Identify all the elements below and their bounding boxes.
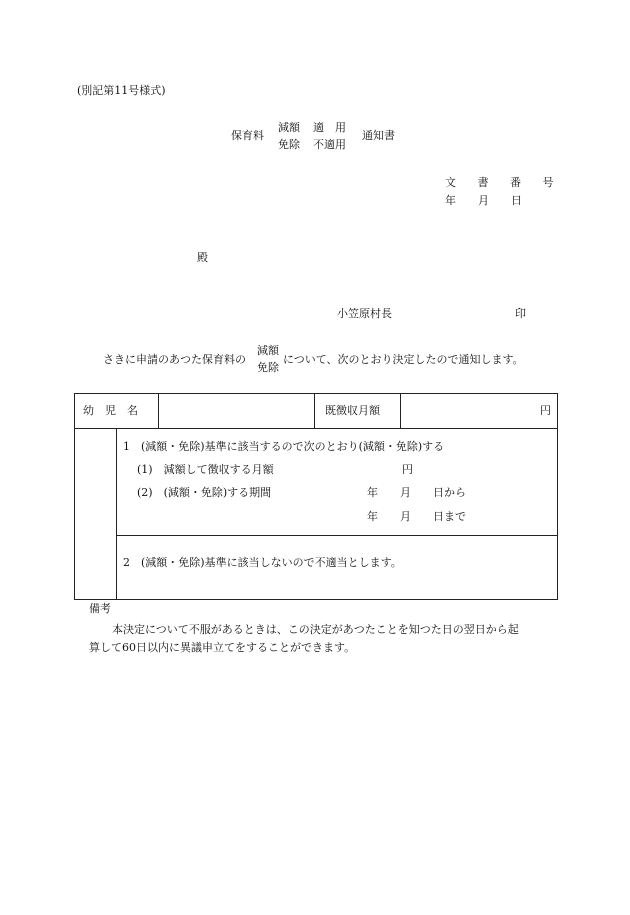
table-item-divider <box>116 535 557 536</box>
title-suffix: 通知書 <box>362 129 395 142</box>
intro-before: さきに申請のあつた保育料の <box>103 353 246 366</box>
table-col-divider-2 <box>314 394 315 428</box>
child-name-label: 幼 児 名 <box>83 404 138 417</box>
sub-item-2-label: (2) (減額・免除)する期間 <box>137 486 272 499</box>
document-date: 年 月 日 <box>445 194 522 207</box>
title-option-not-applicable: 不適用 <box>313 138 346 151</box>
intro-option-reduction: 減額 <box>257 344 279 357</box>
table-col-divider-3 <box>400 394 401 428</box>
period-from: 年 月 日から <box>367 486 466 499</box>
sub-item-1-label: (1) 減額して徴収する月額 <box>137 463 274 476</box>
form-label: (別記第11号様式) <box>77 84 166 97</box>
title-option-applicable: 適 用 <box>313 121 346 134</box>
issuer-title: 小笠原村長 <box>337 307 392 320</box>
item-2-text: 2 (減額・免除)基準に該当しないので不適当とします。 <box>123 556 402 569</box>
table-left-gutter <box>116 428 117 599</box>
recipient-suffix: 殿 <box>197 251 208 264</box>
paid-amount-label: 既徴収月額 <box>325 404 380 417</box>
title-option-reduction: 減額 <box>278 121 300 134</box>
item-1-text: 1 (減額・免除)基準に該当するので次のとおり(減額・免除)する <box>123 440 445 453</box>
intro-option-exemption: 免除 <box>257 361 279 374</box>
title-prefix: 保育料 <box>231 129 264 142</box>
period-to: 年 月 日まで <box>367 510 466 523</box>
title-option-exemption: 免除 <box>278 138 300 151</box>
intro-after: について、次のとおり決定したので通知します。 <box>283 353 524 366</box>
sub-item-1-unit: 円 <box>402 463 413 476</box>
remarks-line-2: 算して60日以内に異議申立てをすることができます。 <box>89 641 356 654</box>
document-number-label: 文 書 番 号 <box>445 176 563 189</box>
seal-mark: 印 <box>515 307 526 320</box>
remarks-line-1: 本決定について不服があるときは、この決定があつたことを知つた日の翌日から起 <box>112 623 519 636</box>
remarks-label: 備考 <box>89 602 111 615</box>
table-header-divider <box>75 428 557 429</box>
table-col-divider-1 <box>158 394 159 428</box>
paid-amount-unit: 円 <box>540 404 551 417</box>
